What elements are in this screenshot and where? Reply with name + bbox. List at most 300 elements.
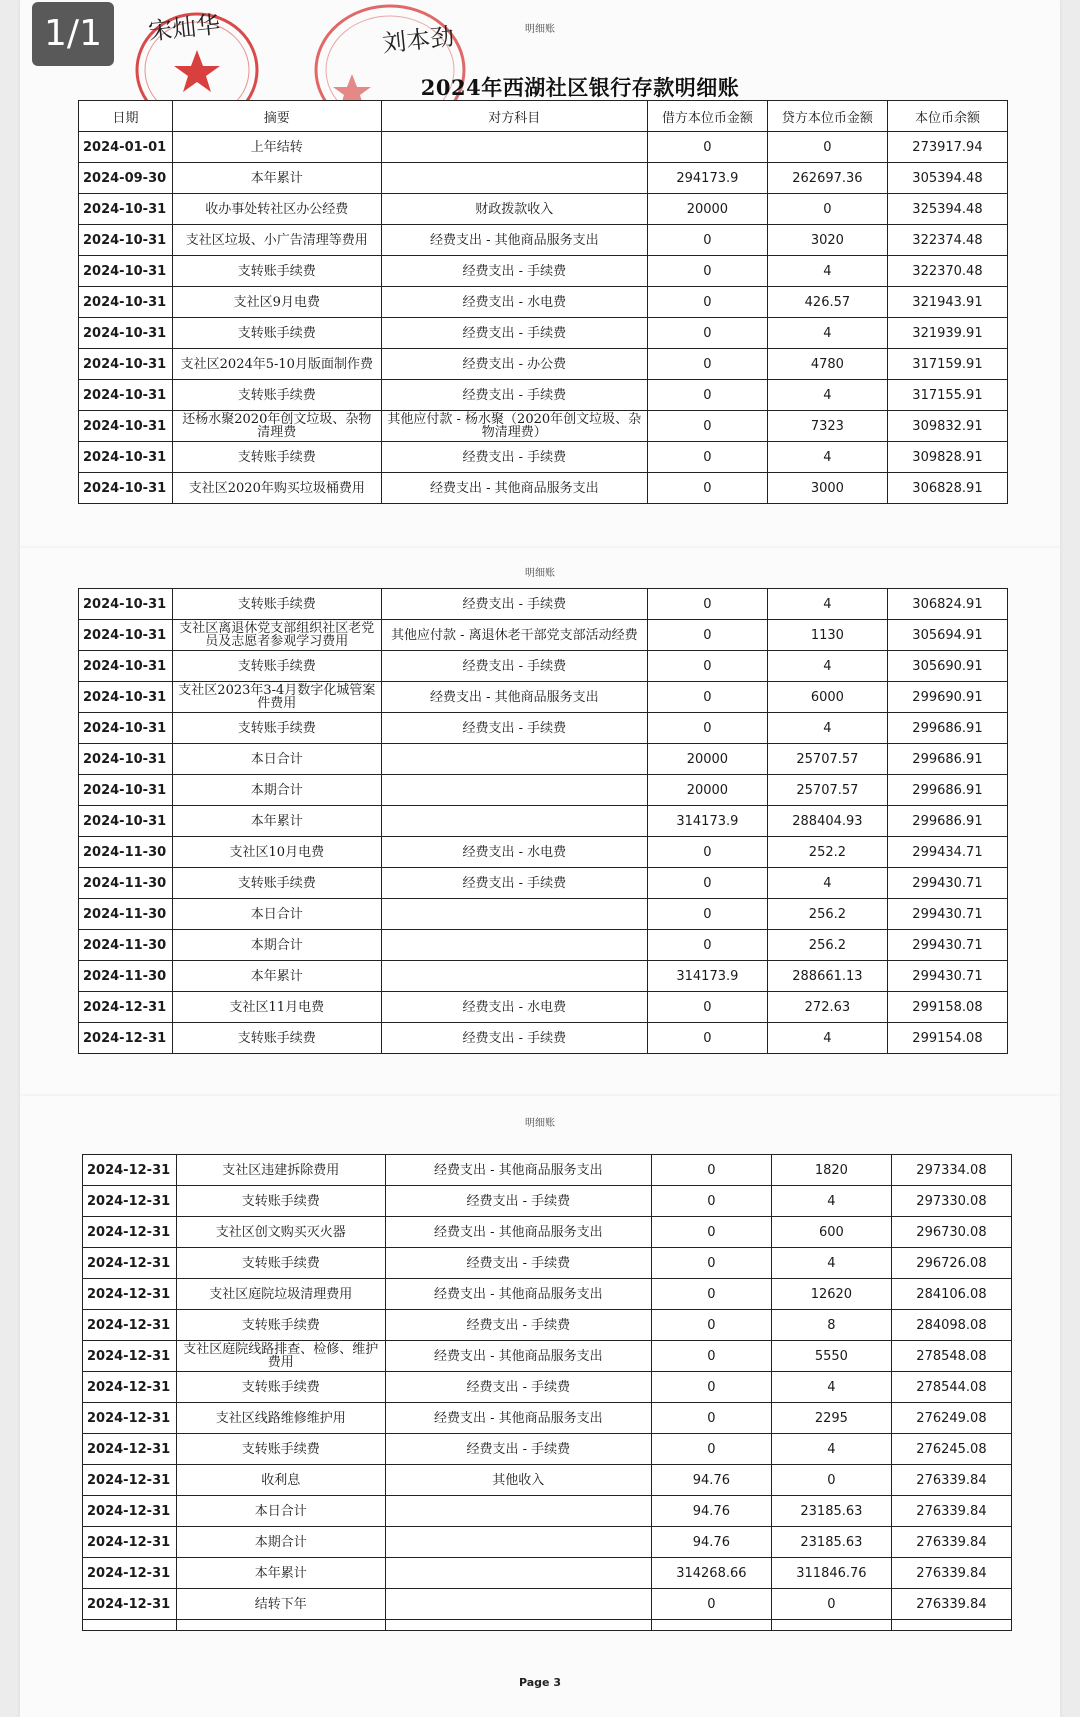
cell-debit: 20000 (647, 194, 767, 225)
cell-summary: 本日合计 (176, 1496, 385, 1527)
cell-balance: 276249.08 (891, 1403, 1011, 1434)
cell-debit: 0 (647, 473, 767, 504)
cell-summary: 本日合计 (172, 744, 381, 775)
ledger-table-2 (78, 588, 1008, 1054)
cell-date: 2024-12-31 (83, 1434, 177, 1465)
cell-balance: 276339.84 (891, 1465, 1011, 1496)
cell-balance: 322370.48 (887, 256, 1007, 287)
cell-balance: 284106.08 (891, 1279, 1011, 1310)
cell-counter-account: 经费支出 - 办公费 (381, 349, 647, 380)
table-row (79, 651, 1008, 682)
cell-credit: 256.2 (767, 899, 887, 930)
cell-date: 2024-12-31 (83, 1465, 177, 1496)
col-header-counter-account: 对方科目 (381, 101, 647, 132)
cell-summary: 支社区10月电费 (172, 837, 381, 868)
cell-counter-account (385, 1589, 651, 1620)
cell-counter-account: 经费支出 - 水电费 (381, 287, 647, 318)
ledger-page-3 (20, 1096, 1060, 1717)
cell-counter-account: 经费支出 - 水电费 (381, 992, 647, 1023)
cell-date: 2024-11-30 (79, 961, 173, 992)
table-row-blank (83, 1620, 1012, 1631)
table-row (79, 287, 1008, 318)
cell-debit: 0 (647, 411, 767, 442)
cell-balance: 306828.91 (887, 473, 1007, 504)
cell-summary: 本期合计 (176, 1527, 385, 1558)
cell-credit: 4 (771, 1248, 891, 1279)
cell-date: 2024-10-31 (79, 256, 173, 287)
cell-credit: 25707.57 (767, 744, 887, 775)
cell-counter-account (385, 1496, 651, 1527)
cell-counter-account: 其他应付款 - 杨水聚（2020年创文垃圾、杂物清理费） (381, 411, 647, 442)
cell-date: 2024-12-31 (83, 1589, 177, 1620)
cell-debit: 0 (651, 1589, 771, 1620)
cell-date: 2024-10-31 (79, 225, 173, 256)
cell-credit: 4 (771, 1434, 891, 1465)
cell-date: 2024-10-31 (79, 620, 173, 651)
cell-summary: 本年累计 (172, 961, 381, 992)
cell-date: 2024-10-31 (79, 473, 173, 504)
cell-date: 2024-12-31 (83, 1310, 177, 1341)
cell-debit: 0 (647, 837, 767, 868)
cell-summary: 支转账手续费 (172, 1023, 381, 1054)
cell-counter-account: 经费支出 - 手续费 (381, 589, 647, 620)
cell-date: 2024-11-30 (79, 837, 173, 868)
cell-summary: 还杨水聚2020年创文垃圾、杂物清理费 (172, 411, 381, 442)
table-row (79, 899, 1008, 930)
table-row (79, 442, 1008, 473)
table-row (83, 1434, 1012, 1465)
cell-balance: 278544.08 (891, 1372, 1011, 1403)
table-row (79, 225, 1008, 256)
cell-date: 2024-12-31 (83, 1248, 177, 1279)
cell-date: 2024-10-31 (79, 806, 173, 837)
table-row (79, 256, 1008, 287)
table-row (79, 349, 1008, 380)
cell-summary: 支转账手续费 (176, 1186, 385, 1217)
cell-credit: 25707.57 (767, 775, 887, 806)
table-row (79, 961, 1008, 992)
table-row (83, 1372, 1012, 1403)
table-row (79, 868, 1008, 899)
page-header-label: 明细账 (525, 568, 555, 579)
cell-summary: 支社区11月电费 (172, 992, 381, 1023)
cell-date: 2024-11-30 (79, 899, 173, 930)
page-header-label: 明细账 (525, 1118, 555, 1129)
cell-counter-account: 经费支出 - 其他商品服务支出 (385, 1403, 651, 1434)
cell-debit: 20000 (647, 744, 767, 775)
cell-date: 2024-12-31 (79, 992, 173, 1023)
table-row (79, 930, 1008, 961)
cell-summary: 支社区线路维修维护用 (176, 1403, 385, 1434)
cell-debit: 0 (647, 1023, 767, 1054)
table-row (79, 682, 1008, 713)
cell-credit: 252.2 (767, 837, 887, 868)
cell-balance: 278548.08 (891, 1341, 1011, 1372)
signature-1: 宋灿华 (146, 10, 222, 46)
cell-credit: 6000 (767, 682, 887, 713)
cell-debit: 0 (651, 1403, 771, 1434)
cell-debit: 314173.9 (647, 806, 767, 837)
col-header-credit: 贷方本位币金额 (767, 101, 887, 132)
table-row (83, 1403, 1012, 1434)
cell-balance: 305394.48 (887, 163, 1007, 194)
cell-date: 2024-12-31 (83, 1217, 177, 1248)
cell-debit: 0 (651, 1155, 771, 1186)
cell-debit: 0 (647, 868, 767, 899)
cell-credit: 262697.36 (767, 163, 887, 194)
cell-balance: 299686.91 (887, 744, 1007, 775)
cell-counter-account (381, 775, 647, 806)
cell-credit: 4 (767, 868, 887, 899)
cell-counter-account: 经费支出 - 手续费 (385, 1372, 651, 1403)
cell-balance: 305690.91 (887, 651, 1007, 682)
cell-debit: 0 (651, 1279, 771, 1310)
table-header-row (79, 101, 1008, 132)
cell-balance: 306824.91 (887, 589, 1007, 620)
cell-balance: 305694.91 (887, 620, 1007, 651)
cell-debit: 294173.9 (647, 163, 767, 194)
cell-credit: 8 (771, 1310, 891, 1341)
cell-credit: 4 (767, 442, 887, 473)
table-row (83, 1155, 1012, 1186)
table-row (83, 1310, 1012, 1341)
table-row (83, 1589, 1012, 1620)
cell-credit: 4 (767, 589, 887, 620)
cell-empty (651, 1620, 771, 1631)
cell-credit: 4 (771, 1372, 891, 1403)
cell-credit: 3020 (767, 225, 887, 256)
cell-debit: 0 (651, 1248, 771, 1279)
table-row (79, 380, 1008, 411)
cell-counter-account: 其他收入 (385, 1465, 651, 1496)
page-number: Page 3 (518, 1676, 561, 1689)
table-row (79, 589, 1008, 620)
cell-debit: 0 (651, 1341, 771, 1372)
cell-summary: 支转账手续费 (172, 318, 381, 349)
cell-summary: 支社区庭院垃圾清理费用 (176, 1279, 385, 1310)
cell-summary: 支转账手续费 (172, 380, 381, 411)
ledger-table-1 (78, 100, 1008, 504)
cell-balance: 299690.91 (887, 682, 1007, 713)
cell-debit: 0 (647, 899, 767, 930)
cell-counter-account: 经费支出 - 其他商品服务支出 (385, 1279, 651, 1310)
cell-credit: 4780 (767, 349, 887, 380)
ledger-title: 2024年西湖社区银行存款明细账 (420, 75, 740, 100)
cell-balance: 273917.94 (887, 132, 1007, 163)
cell-balance: 299430.71 (887, 961, 1007, 992)
cell-summary: 本期合计 (172, 930, 381, 961)
cell-date: 2024-12-31 (83, 1341, 177, 1372)
cell-debit: 0 (647, 349, 767, 380)
cell-summary: 支转账手续费 (172, 256, 381, 287)
cell-credit: 600 (771, 1217, 891, 1248)
table-row (83, 1341, 1012, 1372)
cell-credit: 4 (767, 713, 887, 744)
cell-date: 2024-10-31 (79, 411, 173, 442)
cell-debit: 0 (647, 589, 767, 620)
cell-summary: 支社区9月电费 (172, 287, 381, 318)
cell-debit: 20000 (647, 775, 767, 806)
cell-summary: 支社区垃圾、小广告清理等费用 (172, 225, 381, 256)
cell-debit: 314268.66 (651, 1558, 771, 1589)
cell-credit: 5550 (771, 1341, 891, 1372)
cell-credit: 288404.93 (767, 806, 887, 837)
cell-balance: 297330.08 (891, 1186, 1011, 1217)
table-row (83, 1248, 1012, 1279)
table-row (79, 992, 1008, 1023)
cell-summary: 支转账手续费 (172, 442, 381, 473)
cell-counter-account: 经费支出 - 其他商品服务支出 (381, 225, 647, 256)
cell-counter-account: 经费支出 - 手续费 (381, 868, 647, 899)
cell-credit: 311846.76 (771, 1558, 891, 1589)
cell-credit: 1130 (767, 620, 887, 651)
cell-debit: 0 (651, 1186, 771, 1217)
cell-debit: 0 (647, 930, 767, 961)
cell-summary: 本年累计 (176, 1558, 385, 1589)
cell-date: 2024-01-01 (79, 132, 173, 163)
cell-counter-account: 经费支出 - 手续费 (381, 256, 647, 287)
cell-counter-account: 经费支出 - 手续费 (381, 318, 647, 349)
cell-balance: 276339.84 (891, 1558, 1011, 1589)
cell-balance: 322374.48 (887, 225, 1007, 256)
cell-credit: 288661.13 (767, 961, 887, 992)
cell-empty (83, 1620, 177, 1631)
cell-summary: 支社区创文购买灭火器 (176, 1217, 385, 1248)
cell-summary: 上年结转 (172, 132, 381, 163)
cell-credit: 12620 (771, 1279, 891, 1310)
cell-counter-account: 经费支出 - 手续费 (385, 1248, 651, 1279)
cell-date: 2024-10-31 (79, 651, 173, 682)
cell-counter-account (381, 899, 647, 930)
cell-debit: 0 (651, 1372, 771, 1403)
cell-credit: 23185.63 (771, 1496, 891, 1527)
cell-debit: 0 (651, 1310, 771, 1341)
cell-counter-account (381, 132, 647, 163)
cell-debit: 314173.9 (647, 961, 767, 992)
cell-credit: 4 (767, 380, 887, 411)
cell-date: 2024-11-30 (79, 930, 173, 961)
cell-date: 2024-12-31 (83, 1403, 177, 1434)
cell-debit: 0 (647, 682, 767, 713)
cell-summary: 收办事处转社区办公经费 (172, 194, 381, 225)
table-row (79, 318, 1008, 349)
cell-summary: 收利息 (176, 1465, 385, 1496)
cell-debit: 0 (647, 620, 767, 651)
cell-counter-account: 经费支出 - 手续费 (385, 1434, 651, 1465)
cell-counter-account: 经费支出 - 其他商品服务支出 (385, 1341, 651, 1372)
cell-summary: 本期合计 (172, 775, 381, 806)
cell-counter-account: 经费支出 - 手续费 (381, 713, 647, 744)
cell-balance: 299430.71 (887, 930, 1007, 961)
cell-summary: 支转账手续费 (176, 1372, 385, 1403)
cell-date: 2024-12-31 (83, 1155, 177, 1186)
cell-date: 2024-12-31 (83, 1186, 177, 1217)
cell-debit: 0 (647, 992, 767, 1023)
cell-balance: 299686.91 (887, 713, 1007, 744)
cell-counter-account: 其他应付款 - 离退休老干部党支部活动经费 (381, 620, 647, 651)
cell-counter-account: 经费支出 - 其他商品服务支出 (381, 682, 647, 713)
cell-balance: 309832.91 (887, 411, 1007, 442)
cell-summary: 本年累计 (172, 163, 381, 194)
cell-debit: 0 (647, 713, 767, 744)
table-row (83, 1527, 1012, 1558)
cell-counter-account (381, 163, 647, 194)
table-row (83, 1465, 1012, 1496)
cell-counter-account: 经费支出 - 水电费 (381, 837, 647, 868)
cell-counter-account (385, 1558, 651, 1589)
cell-debit: 0 (647, 225, 767, 256)
cell-date: 2024-12-31 (79, 1023, 173, 1054)
col-header-balance: 本位币余额 (887, 101, 1007, 132)
table-row (83, 1279, 1012, 1310)
cell-credit: 0 (767, 194, 887, 225)
cell-empty (176, 1620, 385, 1631)
cell-date: 2024-10-31 (79, 744, 173, 775)
cell-credit: 2295 (771, 1403, 891, 1434)
cell-credit: 4 (771, 1186, 891, 1217)
cell-date: 2024-10-31 (79, 287, 173, 318)
cell-date: 2024-10-31 (79, 442, 173, 473)
cell-balance: 317159.91 (887, 349, 1007, 380)
cell-date: 2024-10-31 (79, 713, 173, 744)
cell-summary: 本年累计 (172, 806, 381, 837)
cell-counter-account (381, 961, 647, 992)
cell-summary: 支转账手续费 (176, 1248, 385, 1279)
cell-balance: 276339.84 (891, 1527, 1011, 1558)
cell-debit: 94.76 (651, 1465, 771, 1496)
table-row (79, 713, 1008, 744)
table-row (79, 411, 1008, 442)
cell-debit: 0 (647, 442, 767, 473)
table-row (83, 1558, 1012, 1589)
cell-summary: 支社区离退休党支部组织社区老党员及志愿者参观学习费用 (172, 620, 381, 651)
cell-balance: 284098.08 (891, 1310, 1011, 1341)
cell-date: 2024-12-31 (83, 1496, 177, 1527)
cell-credit: 4 (767, 256, 887, 287)
cell-balance: 296726.08 (891, 1248, 1011, 1279)
signature-2: 刘本劲 (380, 22, 456, 58)
table-row (83, 1186, 1012, 1217)
cell-balance: 276245.08 (891, 1434, 1011, 1465)
cell-summary: 支社区2020年购买垃圾桶费用 (172, 473, 381, 504)
cell-debit: 0 (651, 1434, 771, 1465)
cell-counter-account: 财政拨款收入 (381, 194, 647, 225)
cell-date: 2024-10-31 (79, 682, 173, 713)
col-header-summary: 摘要 (172, 101, 381, 132)
cell-debit: 0 (647, 380, 767, 411)
cell-credit: 1820 (771, 1155, 891, 1186)
cell-summary: 支转账手续费 (176, 1434, 385, 1465)
cell-balance: 309828.91 (887, 442, 1007, 473)
cell-credit: 3000 (767, 473, 887, 504)
cell-balance: 299434.71 (887, 837, 1007, 868)
cell-counter-account: 经费支出 - 手续费 (381, 380, 647, 411)
cell-debit: 0 (647, 318, 767, 349)
cell-date: 2024-12-31 (83, 1527, 177, 1558)
cell-balance: 321939.91 (887, 318, 1007, 349)
cell-balance: 276339.84 (891, 1589, 1011, 1620)
cell-summary: 支社区违建拆除费用 (176, 1155, 385, 1186)
cell-balance: 297334.08 (891, 1155, 1011, 1186)
table-row (83, 1496, 1012, 1527)
cell-empty (771, 1620, 891, 1631)
cell-counter-account: 经费支出 - 其他商品服务支出 (381, 473, 647, 504)
cell-summary: 支社区庭院线路排查、检修、维护费用 (176, 1341, 385, 1372)
table-row (79, 806, 1008, 837)
cell-credit: 272.63 (767, 992, 887, 1023)
cell-credit: 4 (767, 318, 887, 349)
cell-balance: 317155.91 (887, 380, 1007, 411)
cell-debit: 0 (647, 287, 767, 318)
cell-counter-account: 经费支出 - 手续费 (381, 442, 647, 473)
cell-date: 2024-11-30 (79, 868, 173, 899)
cell-credit: 23185.63 (771, 1527, 891, 1558)
table-row (83, 1217, 1012, 1248)
table-row (79, 163, 1008, 194)
cell-balance: 299686.91 (887, 806, 1007, 837)
cell-summary: 支转账手续费 (172, 868, 381, 899)
table-row (79, 837, 1008, 868)
cell-counter-account (381, 806, 647, 837)
cell-counter-account: 经费支出 - 其他商品服务支出 (385, 1217, 651, 1248)
cell-counter-account (381, 930, 647, 961)
cell-date: 2024-12-31 (83, 1558, 177, 1589)
col-header-date: 日期 (79, 101, 173, 132)
cell-counter-account: 经费支出 - 手续费 (385, 1310, 651, 1341)
cell-counter-account: 经费支出 - 手续费 (381, 1023, 647, 1054)
cell-debit: 94.76 (651, 1496, 771, 1527)
cell-date: 2024-09-30 (79, 163, 173, 194)
table-row (79, 1023, 1008, 1054)
cell-credit: 0 (771, 1465, 891, 1496)
cell-counter-account (385, 1527, 651, 1558)
cell-balance: 299154.08 (887, 1023, 1007, 1054)
page-indicator-badge[interactable]: 1/1 (32, 2, 114, 66)
cell-date: 2024-12-31 (83, 1372, 177, 1403)
cell-credit: 426.57 (767, 287, 887, 318)
cell-debit: 0 (647, 651, 767, 682)
cell-date: 2024-10-31 (79, 349, 173, 380)
cell-balance: 321943.91 (887, 287, 1007, 318)
col-header-debit: 借方本位币金额 (647, 101, 767, 132)
cell-credit: 0 (767, 132, 887, 163)
cell-balance: 299430.71 (887, 868, 1007, 899)
cell-debit: 94.76 (651, 1527, 771, 1558)
cell-debit: 0 (647, 132, 767, 163)
cell-counter-account (381, 744, 647, 775)
cell-balance: 325394.48 (887, 194, 1007, 225)
ledger-page-2 (20, 548, 1060, 1096)
cell-credit: 4 (767, 1023, 887, 1054)
cell-credit: 0 (771, 1589, 891, 1620)
cell-summary: 支社区2024年5-10月版面制作费 (172, 349, 381, 380)
cell-balance: 299158.08 (887, 992, 1007, 1023)
cell-debit: 0 (647, 256, 767, 287)
cell-summary: 支转账手续费 (176, 1310, 385, 1341)
ledger-table-3 (82, 1154, 1012, 1631)
table-row (79, 194, 1008, 225)
cell-date: 2024-10-31 (79, 380, 173, 411)
table-row (79, 744, 1008, 775)
table-row (79, 620, 1008, 651)
cell-empty (891, 1620, 1011, 1631)
cell-counter-account: 经费支出 - 其他商品服务支出 (385, 1155, 651, 1186)
cell-summary: 支转账手续费 (172, 589, 381, 620)
cell-summary: 结转下年 (176, 1589, 385, 1620)
cell-credit: 4 (767, 651, 887, 682)
cell-date: 2024-10-31 (79, 775, 173, 806)
cell-counter-account: 经费支出 - 手续费 (385, 1186, 651, 1217)
